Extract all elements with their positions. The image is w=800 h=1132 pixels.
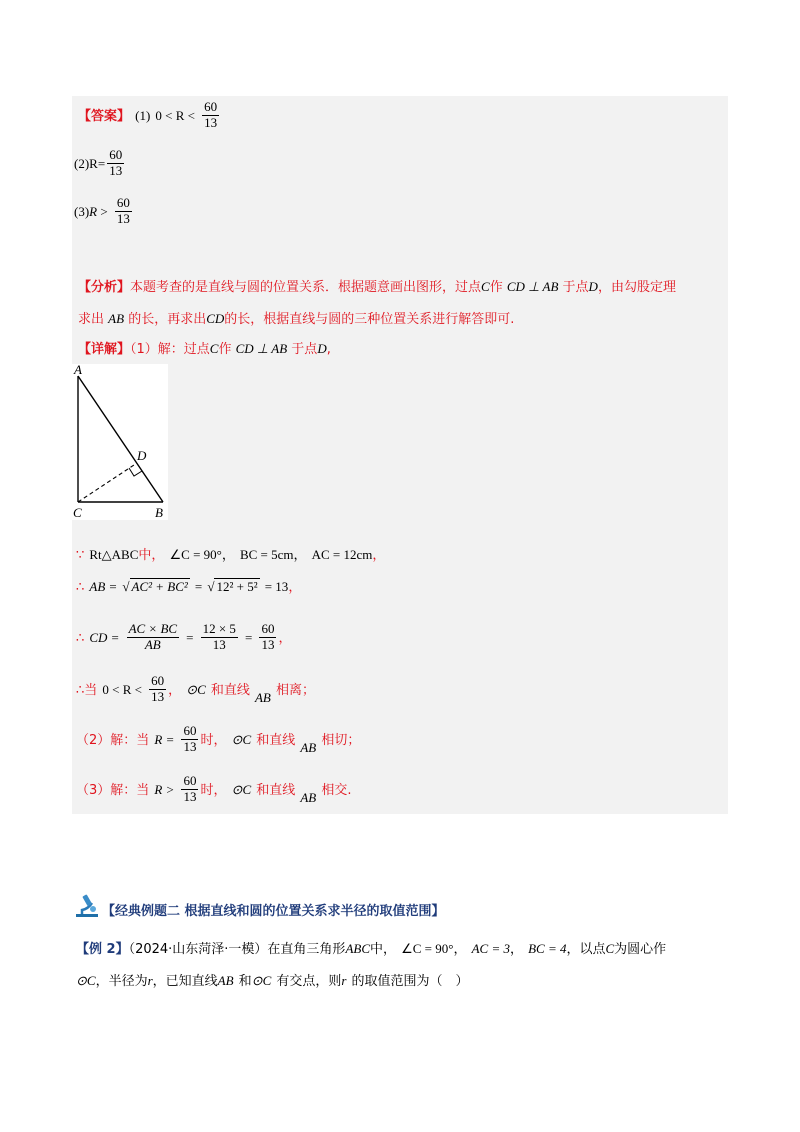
case-3-fraction: $\frac{60}{13}$	[183, 773, 197, 804]
analysis-perp: CD ⊥ AB	[506, 279, 559, 294]
case-1-fraction: $\frac{60}{13}$	[151, 673, 165, 704]
answer-part-3-label: (3)	[74, 203, 90, 219]
step-ab: ∴ AB = √ AC² + BC² = √ 12² + 5² = 13，	[76, 579, 302, 595]
answer-line-2	[74, 148, 126, 179]
answer-part-2-expr: R=	[89, 155, 106, 171]
analysis-line-2: 求出 AB 的长，再求出CD的长，根据直线与圆的三种位置关系进行解答即可.	[78, 311, 515, 327]
section-title: 【经典例题二 根据直线和圆的位置关系求半径的取值范围】	[102, 904, 445, 919]
detail-line-1: 【详解】（1）解：过点C作 CD ⊥ AB 于点D,	[78, 341, 331, 357]
triangle-figure	[72, 364, 168, 520]
example-tag: 【例 2】	[76, 942, 129, 957]
example-line-1: 【例 2】（2024·山东菏泽·一模）在直角三角形ABC中， ∠C = 90°， AC = 3， BC = 4，以点C为圆心作	[76, 941, 667, 957]
label-a: A	[74, 364, 82, 377]
case-2-fraction: $\frac{60}{13}$	[183, 723, 197, 754]
cd-fraction-3: $\frac{60}{13}$	[261, 621, 275, 652]
label-b: B	[155, 505, 163, 520]
solution-panel	[72, 96, 728, 814]
answer-part-2-fraction: $\frac{60}{13}$	[109, 147, 123, 178]
microscope-icon	[72, 893, 102, 919]
answer-tag: 【答案】	[78, 108, 131, 124]
answer-part-2-label: (2)	[74, 155, 90, 171]
step-case-3: （3）解：当 R > $\frac{60}{13}$ 时， ⊙C 和直线 $_{AB}$ 相交.	[76, 773, 352, 805]
detail-tag: 【详解】	[78, 342, 131, 357]
cd-fraction-2: $\frac{12 \times 5}{13}$	[202, 621, 236, 652]
step-case-1: ∴当 0 < R < $\frac{60}{13}$ ， ⊙C 和直线 $_{AB}$ 相离；	[76, 673, 315, 705]
answer-line-1	[78, 100, 221, 131]
answer-part-1-expr: 0 < R <	[155, 107, 195, 123]
step-given: ∵ Rt△ABC中， ∠C = 90°， BC = 5cm， AC = 12cm，	[76, 547, 386, 563]
step-cd: ∴ CD = $\frac{AC \times BC}{AB}$ = $\frac{12 \times 5}{13}$ = $\frac{60}{13}$ ，	[76, 621, 292, 652]
label-d: D	[137, 448, 147, 463]
answer-part-3-fraction: $\frac{60}{13}$	[116, 195, 130, 226]
answer-line-3: (3)R > $\frac{60}{13}$	[74, 195, 130, 226]
analysis-tag: 【分析】	[78, 280, 131, 295]
answer-part-1-fraction: $\frac{60}{13}$	[204, 99, 218, 130]
analysis-line-1: 【分析】本题考查的是直线与圆的位置关系．根据题意画出图形，过点C作 CD ⊥ AB 于点D，由勾股定理	[78, 279, 676, 295]
step-case-2: （2）解：当 R = $\frac{60}{13}$ 时， ⊙C 和直线 $_{AB}$ 相切；	[76, 723, 361, 755]
cd-fraction-1: $\frac{AC \times BC}{AB}$	[128, 621, 178, 652]
label-c: C	[73, 505, 82, 520]
example-line-2: ⊙C，半径为r，已知直线AB 和⊙C 有交点，则r 的取值范围为（ ）	[76, 973, 469, 989]
answer-part-1-label: (1)	[135, 107, 151, 123]
answer-part-3-var: R	[89, 203, 98, 219]
